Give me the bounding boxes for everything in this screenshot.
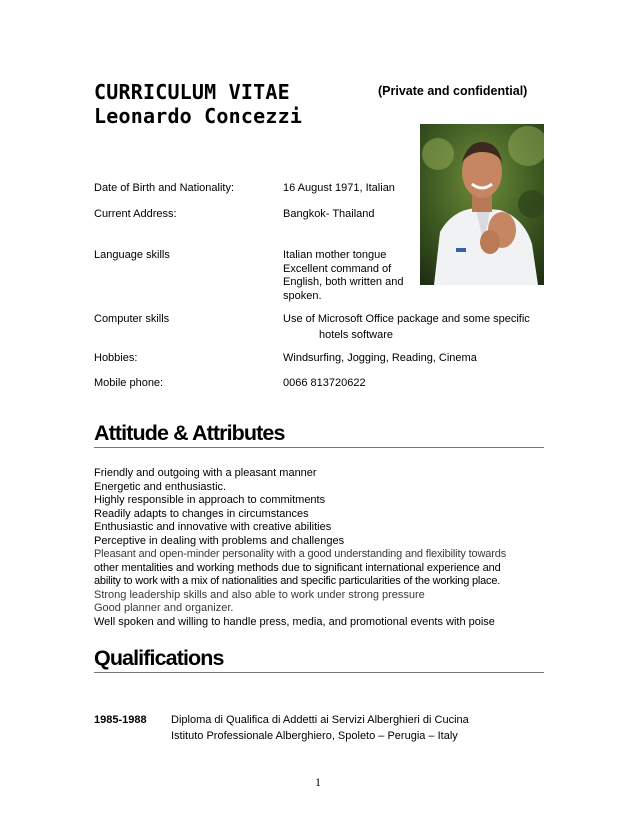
attribute-line: other mentalities and working methods due to significant international experience and xyxy=(94,561,501,574)
attribute-line: Pleasant and open-minder personality with a good understanding and flexibility towards xyxy=(94,548,507,560)
address-label: Current Address: xyxy=(94,208,177,220)
page-number: 1 xyxy=(315,775,321,789)
attribute-line: Energetic and enthusiastic. xyxy=(94,480,227,493)
confidential-note: (Private and confidential) xyxy=(378,84,528,98)
address-value: Bangkok- Thailand xyxy=(283,208,375,220)
attribute-line: Well spoken and willing to handle press, media, and promotional events with poise xyxy=(94,615,495,628)
qualification-years: 1985-1988 xyxy=(94,714,147,726)
qualification-diploma: Diploma di Qualifica di Addetti ai Servizi Alberghieri di Cucina xyxy=(171,714,469,726)
hobbies-value: Windsurfing, Jogging, Reading, Cinema xyxy=(283,352,477,364)
attribute-line: Friendly and outgoing with a pleasant manner xyxy=(94,467,317,479)
profile-photo xyxy=(420,124,544,285)
language-label: Language skills xyxy=(94,249,170,261)
candidate-name: Leonardo Concezzi xyxy=(94,104,303,128)
attributes-list xyxy=(94,467,544,629)
attribute-line: Good planner and organizer. xyxy=(94,602,234,614)
language-line: spoken. xyxy=(283,289,322,302)
language-line: Italian mother tongue xyxy=(283,249,387,261)
language-line: English, both written and xyxy=(283,276,404,288)
language-line: Excellent command of xyxy=(283,262,392,275)
qualification-details xyxy=(171,714,469,743)
computer-label: Computer skills xyxy=(94,313,170,325)
mobile-value: 0066 813720622 xyxy=(283,377,366,389)
attribute-line: Strong leadership skills and also able to work under strong pressure xyxy=(94,588,425,601)
attribute-line: Readily adapts to changes in circumstances xyxy=(94,507,309,520)
qualifications-heading: Qualifications xyxy=(94,646,224,670)
computer-line: hotels software xyxy=(319,328,393,341)
attribute-line: Highly responsible in approach to commitments xyxy=(94,494,326,506)
attributes-heading: Attitude & Attributes xyxy=(94,421,285,445)
language-value xyxy=(283,249,403,303)
hobbies-label: Hobbies: xyxy=(94,352,138,364)
qualification-institute: Istituto Professionale Alberghiero, Spoleto – Perugia – Italy xyxy=(171,729,458,742)
computer-value xyxy=(283,313,545,342)
computer-line: Use of Microsoft Office package and some specific xyxy=(283,313,530,325)
attribute-line: Enthusiastic and innovative with creative abilities xyxy=(94,521,332,533)
mobile-label: Mobile phone: xyxy=(94,377,164,389)
section-divider xyxy=(94,447,544,448)
attribute-line: Perceptive in dealing with problems and challenges xyxy=(94,534,345,547)
section-divider xyxy=(94,672,544,673)
dob-label: Date of Birth and Nationality: xyxy=(94,182,235,194)
dob-value: 16 August 1971, Italian xyxy=(283,182,395,194)
document-title: CURRICULUM VITAE xyxy=(94,80,290,104)
attribute-line: ability to work with a mix of nationalities and specific particularities of the working place. xyxy=(94,575,501,587)
